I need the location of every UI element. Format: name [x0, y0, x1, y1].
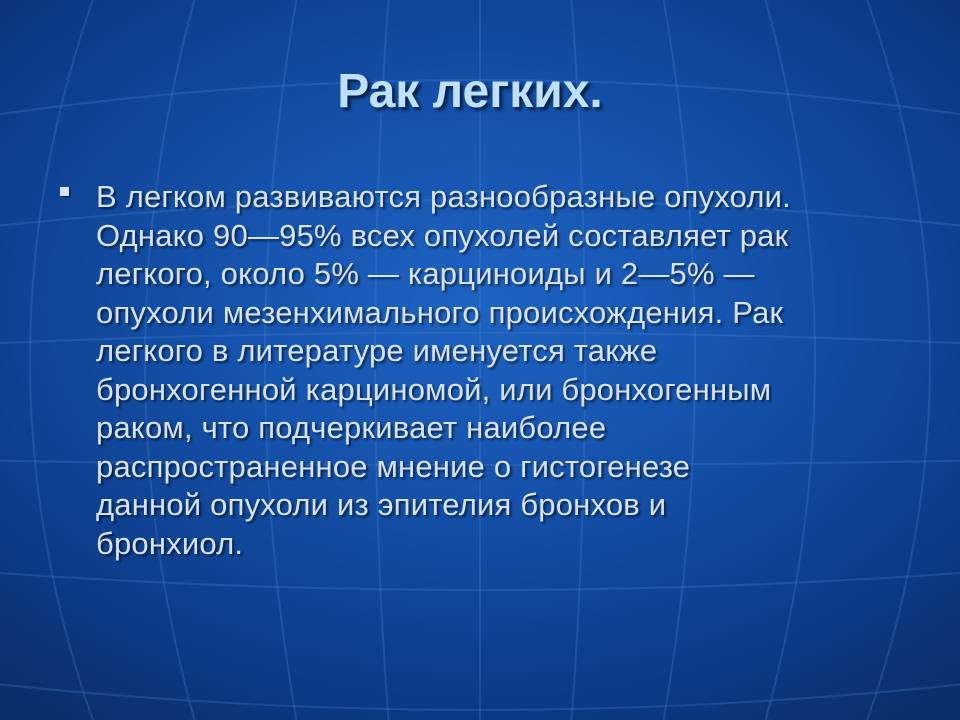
square-bullet-icon [60, 187, 69, 196]
bullet-text: В легком развиваются разнообразные опухоли. Однако 90—95% всех опухолей составляет рак легкого, около 5% — карциноиды и 2—5% — опухоли мезенхимального происхождения. Рак легкого в литературе именуется также бронхогенной карциномой, или бронхогенным раком, что подчеркивает наиболее распространенное мнение о гистогенезе данной опухоли из эпителия бронхов и бронхиол. [96, 179, 791, 561]
bullet-item [60, 178, 910, 563]
slide-title: Рак легких. [337, 65, 603, 118]
